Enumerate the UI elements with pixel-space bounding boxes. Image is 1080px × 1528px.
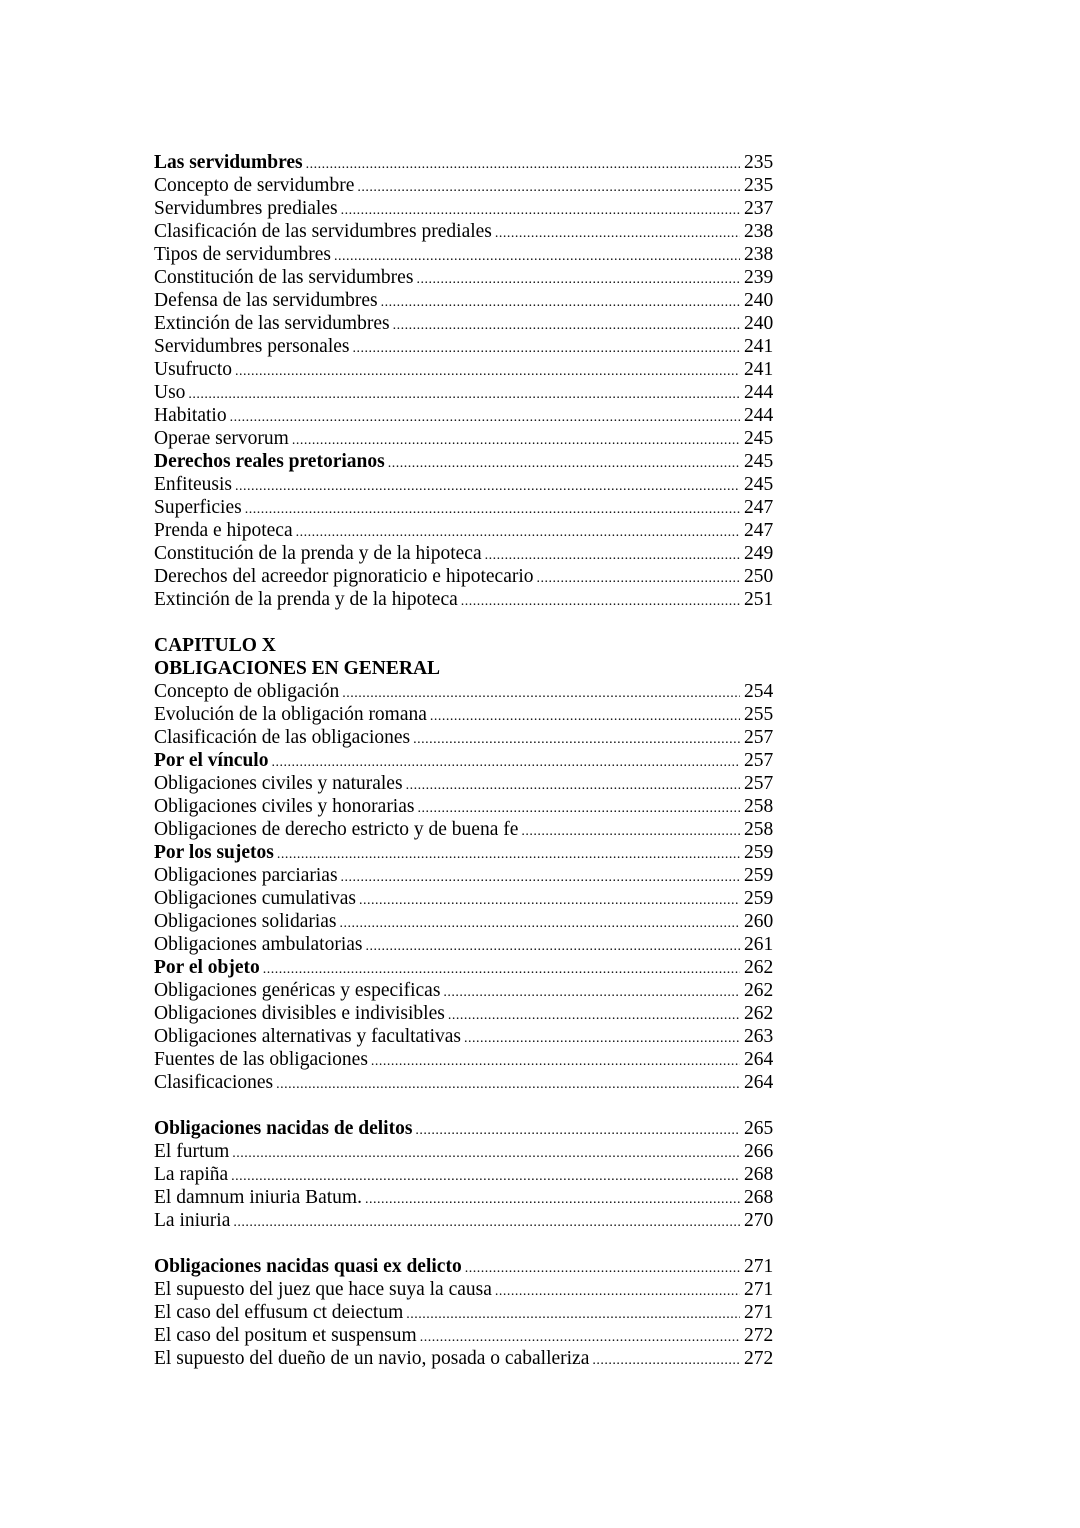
toc-entry-title: Habitatio (154, 405, 227, 426)
toc-entry-page: 270 (744, 1210, 774, 1231)
toc-entry (154, 565, 804, 588)
toc-entry (154, 473, 804, 496)
toc-entry-page: 240 (744, 290, 774, 311)
toc-entry-title: Clasificaciones (154, 1072, 274, 1093)
dot-leader (465, 1257, 740, 1280)
toc-section-quasi-delicto (154, 1255, 804, 1370)
dot-leader (296, 521, 740, 544)
toc-entry-page: 258 (744, 796, 774, 817)
dot-leader (430, 705, 740, 728)
dot-leader (359, 889, 740, 912)
dot-leader (461, 590, 740, 613)
dot-leader (485, 544, 740, 567)
toc-entry-page: 250 (744, 566, 774, 587)
toc-entry-title: Por el vínculo (154, 750, 269, 771)
toc-entry (154, 588, 804, 611)
toc-entry-page: 265 (744, 1118, 774, 1139)
toc-entry-page: 257 (744, 773, 774, 794)
toc-entry-page: 245 (744, 451, 774, 472)
toc-entry-page: 266 (744, 1141, 774, 1162)
toc-entry-title: Obligaciones genéricas y especificas (154, 980, 441, 1001)
toc-entry-title: Defensa de las servidumbres (154, 290, 378, 311)
toc-entry (154, 818, 804, 841)
toc-entry (154, 1117, 804, 1140)
toc-entry-title: Por los sujetos (154, 842, 274, 863)
toc-entry-title: Obligaciones alternativas y facultativas (154, 1026, 462, 1047)
dot-leader (232, 1142, 740, 1165)
dot-leader (415, 1119, 740, 1142)
dot-leader (416, 268, 740, 291)
toc-entry (154, 1025, 804, 1048)
toc-entry-page: 257 (744, 750, 774, 771)
toc-entry-page: 239 (744, 267, 774, 288)
toc-entry-title: El caso del effusum ct deiectum (154, 1302, 404, 1323)
toc-entry-page: 262 (744, 980, 774, 1001)
toc-entry-page: 262 (744, 957, 774, 978)
dot-leader (365, 935, 740, 958)
toc-entry-title: Obligaciones parciarias (154, 865, 338, 886)
toc-entry (154, 1255, 804, 1278)
toc-entry-title: Obligaciones de derecho estricto y de buena fe (154, 819, 519, 840)
toc-entry (154, 1301, 804, 1324)
toc-entry (154, 519, 804, 542)
dot-leader (464, 1027, 740, 1050)
dot-leader (537, 567, 740, 590)
dot-leader (592, 1349, 740, 1372)
toc-entry (154, 197, 804, 220)
toc-entry-page: 257 (744, 727, 774, 748)
dot-leader (413, 728, 740, 751)
toc-entry (154, 381, 804, 404)
dot-leader (417, 797, 740, 820)
toc-entry-title: Clasificación de las servidumbres prediales (154, 221, 492, 242)
toc-entry (154, 404, 804, 427)
toc-entry (154, 427, 804, 450)
toc-entry-title: Obligaciones nacidas quasi ex delicto (154, 1256, 462, 1277)
toc-entry-page: 247 (744, 497, 774, 518)
toc-entry (154, 1002, 804, 1025)
toc-entry-page: 238 (744, 221, 774, 242)
toc-entry-page: 264 (744, 1072, 774, 1093)
toc-entry-title: Servidumbres prediales (154, 198, 338, 219)
dot-leader (420, 1326, 740, 1349)
toc-entry-page: 249 (744, 543, 774, 564)
toc-entry-title: El furtum (154, 1141, 230, 1162)
dot-leader (235, 360, 740, 383)
toc-entry-title: El caso del positum et suspensum (154, 1325, 417, 1346)
toc-entry-title: Uso (154, 382, 186, 403)
toc-entry-page: 272 (744, 1348, 774, 1369)
toc-entry-page: 244 (744, 405, 774, 426)
toc-entry-title: Operae servorum (154, 428, 289, 449)
toc-entry (154, 1163, 804, 1186)
toc-entry-title: Tipos de servidumbres (154, 244, 331, 265)
dot-leader (340, 912, 741, 935)
toc-entry-title: Enfiteusis (154, 474, 232, 495)
dot-leader (306, 153, 740, 176)
toc-entry-title: El damnum iniuria Batum. (154, 1187, 362, 1208)
dot-leader (448, 1004, 740, 1027)
toc-entry-title: Obligaciones civiles y naturales (154, 773, 403, 794)
dot-leader (365, 1188, 740, 1211)
toc-entry (154, 220, 804, 243)
dot-leader (231, 1165, 740, 1188)
dot-leader (277, 843, 740, 866)
toc-entry-page: 264 (744, 1049, 774, 1070)
spacer (154, 1232, 804, 1255)
dot-leader (334, 245, 740, 268)
toc-entry-page: 259 (744, 865, 774, 886)
toc-entry (154, 749, 804, 772)
spacer (154, 1094, 804, 1117)
toc-entry-title: Obligaciones solidarias (154, 911, 337, 932)
toc-entry-title: Constitución de la prenda y de la hipoteca (154, 543, 482, 564)
dot-leader (521, 820, 740, 843)
toc-entry-title: Usufructo (154, 359, 232, 380)
dot-leader (341, 199, 740, 222)
toc-entry-page: 263 (744, 1026, 774, 1047)
toc-entry-title: Obligaciones divisibles e indivisibles (154, 1003, 445, 1024)
toc-entry-page: 271 (744, 1302, 774, 1323)
toc-entry-page: 241 (744, 359, 774, 380)
toc-entry-title: Extinción de las servidumbres (154, 313, 390, 334)
dot-leader (233, 1211, 740, 1234)
toc-entry (154, 542, 804, 565)
toc-section-delitos (154, 1117, 804, 1232)
toc-entry (154, 1278, 804, 1301)
toc-entry (154, 956, 804, 979)
toc-entry-page: 241 (744, 336, 774, 357)
toc-section-obligaciones (154, 680, 804, 1094)
toc-entry-title: Las servidumbres (154, 152, 303, 173)
toc-entry-title: Clasificación de las obligaciones (154, 727, 411, 748)
dot-leader (230, 406, 740, 429)
toc-entry (154, 496, 804, 519)
toc-entry (154, 1048, 804, 1071)
toc-entry-page: 259 (744, 888, 774, 909)
toc-entry-title: Fuentes de las obligaciones (154, 1049, 368, 1070)
toc-entry-title: Evolución de la obligación romana (154, 704, 427, 725)
table-of-contents (154, 151, 804, 1370)
toc-entry (154, 979, 804, 1002)
toc-entry-page: 247 (744, 520, 774, 541)
dot-leader (406, 1303, 740, 1326)
dot-leader (276, 1073, 740, 1096)
toc-entry-page: 254 (744, 681, 774, 702)
toc-entry (154, 887, 804, 910)
toc-entry-page: 244 (744, 382, 774, 403)
toc-entry (154, 1186, 804, 1209)
toc-entry-title: El supuesto del juez que hace suya la causa (154, 1279, 492, 1300)
toc-entry-page: 261 (744, 934, 774, 955)
toc-entry-page: 240 (744, 313, 774, 334)
toc-entry-title: Por el objeto (154, 957, 260, 978)
toc-entry (154, 289, 804, 312)
toc-entry-title: Servidumbres personales (154, 336, 350, 357)
toc-entry (154, 151, 804, 174)
dot-leader (342, 682, 740, 705)
toc-entry (154, 795, 804, 818)
toc-entry (154, 680, 804, 703)
chapter-title: OBLIGACIONES EN GENERAL (154, 658, 441, 679)
toc-entry (154, 1209, 804, 1232)
toc-entry (154, 933, 804, 956)
dot-leader (188, 383, 740, 406)
toc-entry-title: Concepto de obligación (154, 681, 340, 702)
toc-entry-title: Constitución de las servidumbres (154, 267, 414, 288)
chapter-number: CAPITULO X (154, 635, 276, 656)
dot-leader (406, 774, 740, 797)
toc-entry (154, 703, 804, 726)
toc-entry (154, 266, 804, 289)
toc-entry (154, 1071, 804, 1094)
dot-leader (371, 1050, 740, 1073)
toc-entry-page: 271 (744, 1279, 774, 1300)
dot-leader (443, 981, 740, 1004)
toc-entry (154, 772, 804, 795)
toc-entry-title: Obligaciones civiles y honorarias (154, 796, 415, 817)
dot-leader (357, 176, 740, 199)
toc-entry-title: Obligaciones cumulativas (154, 888, 356, 909)
toc-entry-page: 235 (744, 175, 774, 196)
toc-entry-title: La rapiña (154, 1164, 229, 1185)
toc-entry (154, 1140, 804, 1163)
dot-leader (292, 429, 740, 452)
toc-entry (154, 358, 804, 381)
toc-entry-title: Superficies (154, 497, 242, 518)
toc-entry-title: Concepto de servidumbre (154, 175, 355, 196)
toc-entry-page: 271 (744, 1256, 774, 1277)
dot-leader (235, 475, 740, 498)
dot-leader (381, 291, 740, 314)
dot-leader (495, 1280, 740, 1303)
dot-leader (388, 452, 740, 475)
spacer (154, 611, 804, 634)
toc-entry-title: La iniuria (154, 1210, 231, 1231)
toc-entry-page: 237 (744, 198, 774, 219)
toc-entry (154, 726, 804, 749)
toc-entry-page: 238 (744, 244, 774, 265)
toc-entry-title: Derechos del acreedor pignoraticio e hipotecario (154, 566, 534, 587)
toc-entry-page: 255 (744, 704, 774, 725)
toc-section-servidumbres (154, 151, 804, 611)
dot-leader (341, 866, 740, 889)
toc-entry-title: Obligaciones ambulatorias (154, 934, 363, 955)
dot-leader (245, 498, 740, 521)
toc-entry-title: Prenda e hipoteca (154, 520, 293, 541)
toc-entry (154, 1347, 804, 1370)
toc-entry-page: 260 (744, 911, 774, 932)
toc-entry (154, 1324, 804, 1347)
dot-leader (353, 337, 741, 360)
toc-entry-page: 251 (744, 589, 774, 610)
toc-entry-title: Derechos reales pretorianos (154, 451, 385, 472)
toc-entry-page: 258 (744, 819, 774, 840)
toc-entry (154, 864, 804, 887)
toc-entry (154, 335, 804, 358)
toc-entry-page: 268 (744, 1187, 774, 1208)
toc-entry-page: 272 (744, 1325, 774, 1346)
toc-entry-page: 245 (744, 474, 774, 495)
toc-entry-page: 268 (744, 1164, 774, 1185)
dot-leader (393, 314, 740, 337)
toc-entry-page: 235 (744, 152, 774, 173)
dot-leader (263, 958, 740, 981)
toc-entry-page: 245 (744, 428, 774, 449)
toc-entry-title: Obligaciones nacidas de delitos (154, 1118, 413, 1139)
toc-entry-page: 259 (744, 842, 774, 863)
toc-entry-page: 262 (744, 1003, 774, 1024)
dot-leader (495, 222, 740, 245)
toc-entry-title: Extinción de la prenda y de la hipoteca (154, 589, 458, 610)
toc-entry (154, 312, 804, 335)
toc-entry (154, 174, 804, 197)
toc-entry (154, 243, 804, 266)
toc-entry (154, 910, 804, 933)
toc-entry (154, 841, 804, 864)
dot-leader (271, 751, 740, 774)
toc-entry-title: El supuesto del dueño de un navio, posada o caballeriza (154, 1348, 590, 1369)
toc-entry (154, 450, 804, 473)
